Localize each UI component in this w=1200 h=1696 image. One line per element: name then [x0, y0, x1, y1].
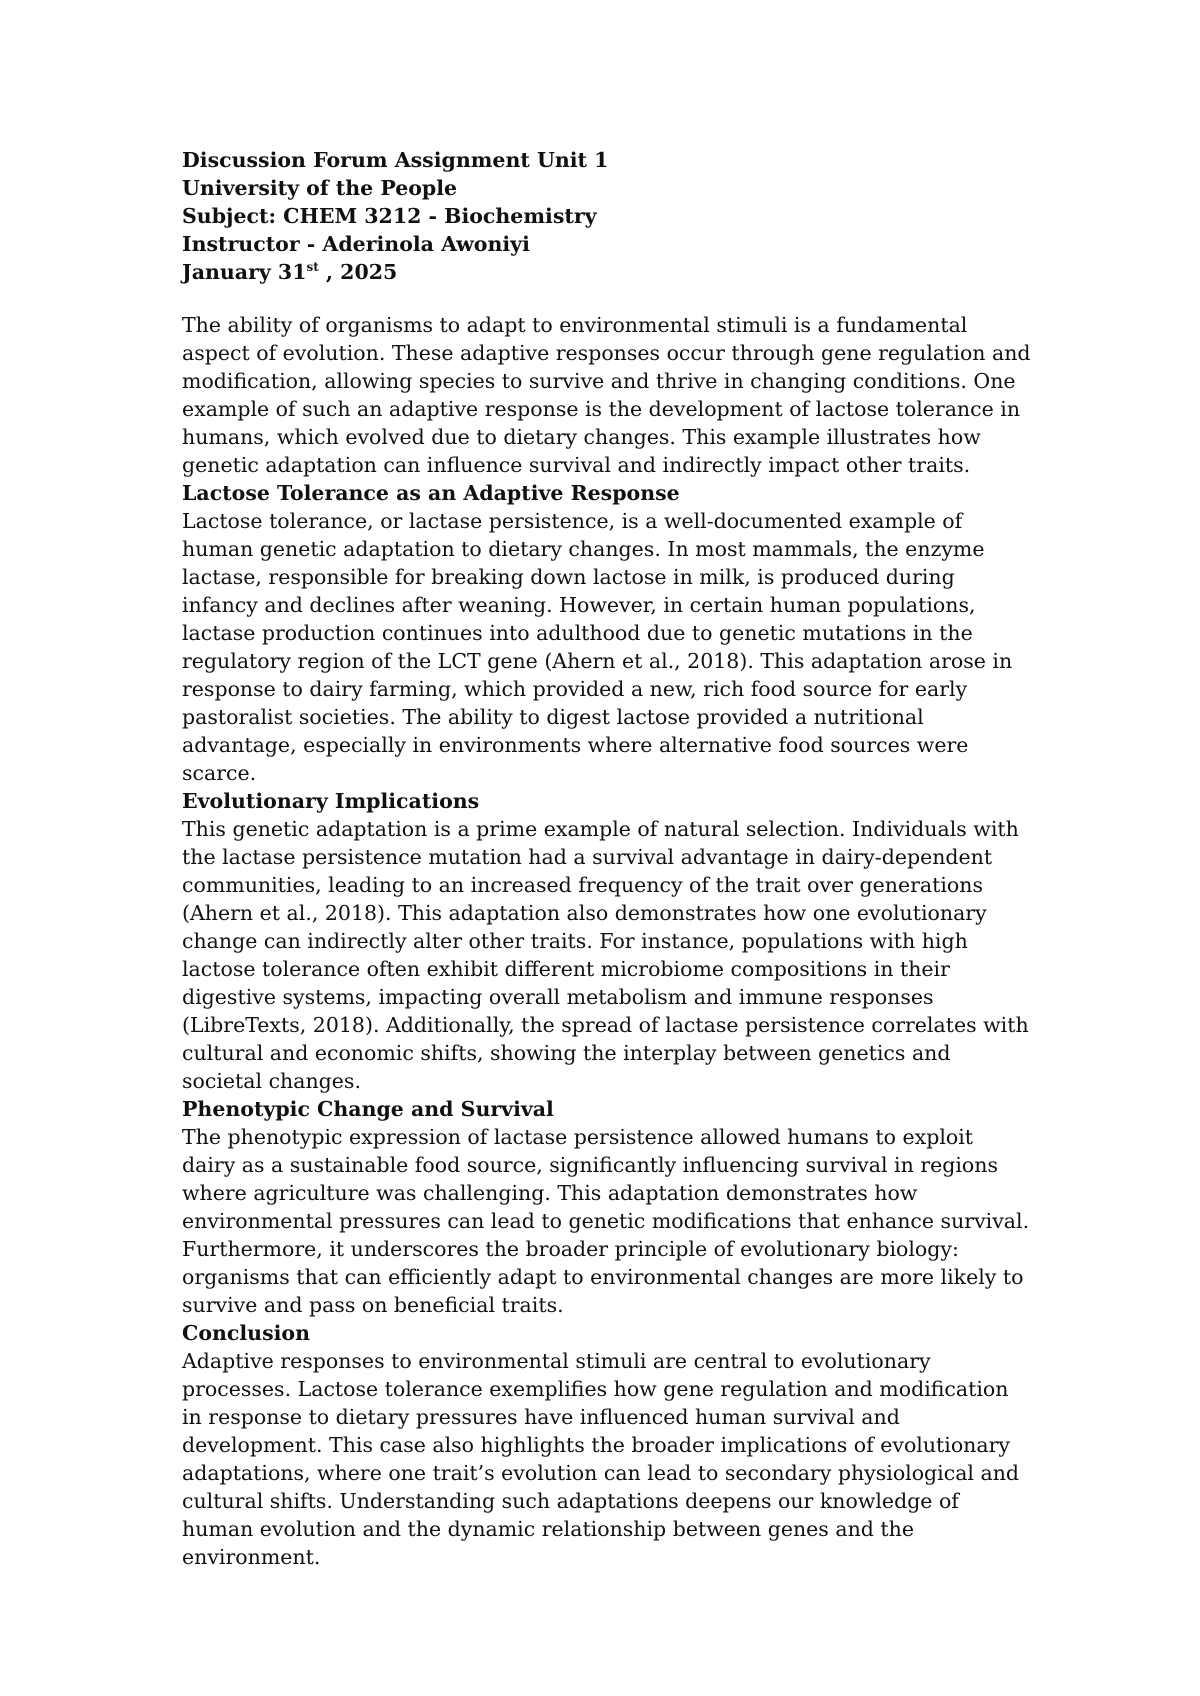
section-body: Adaptive responses to environmental stimuli are central to evolutionary processes. Lactose tolerance exemplifies how gene regulation and modification in response to dietary pressures have influenced human survival and development. This case also highlights the broader implications of evolutionary adaptations, where one trait’s evolution can lead to secondary physiological and cultural shifts. Understanding such adaptations deepens our knowledge of human evolution and the dynamic relationship between genes and the environment.: [182, 1349, 1020, 1569]
spacer: [182, 286, 1032, 311]
section-body: This genetic adaptation is a prime example of natural selection. Individuals with the lactase persistence mutation had a survival advantage in dairy-dependent communities, leading to an increased frequency of the trait over generations (Ahern et al., 2018). This adaptation also demonstrates how one evolutionary change can indirectly alter other traits. For instance, populations with high lactose tolerance often exhibit different microbiome compositions in their digestive systems, impacting overall metabolism and immune responses (LibreTexts, 2018). Additionally, the spread of lactase persistence correlates with cultural and economic shifts, showing the interplay between genetics and societal changes.: [182, 817, 1029, 1093]
section-phenotypic-change: [182, 1095, 1032, 1319]
document-page: [182, 146, 1032, 1571]
intro-paragraph: The ability of organisms to adapt to environmental stimuli is a fundamental aspect of evolution. These adaptive responses occur through gene regulation and modification, allowing species to survive and thrive in changing conditions. One example of such an adaptive response is the development of lactose tolerance in humans, which evolved due to dietary changes. This example illustrates how genetic adaptation can influence survival and indirectly impact other traits.: [182, 313, 1031, 477]
date-superscript: st: [306, 260, 319, 275]
document-header: [182, 146, 1032, 286]
section-evolutionary-implications: [182, 787, 1032, 1095]
instructor-line: Instructor - Aderinola Awoniyi: [182, 232, 530, 256]
subject-line: Subject: CHEM 3212 - Biochemistry: [182, 204, 597, 228]
section-lactose-tolerance: [182, 479, 1032, 787]
section-heading: Evolutionary Implications: [182, 789, 480, 813]
section-heading: Conclusion: [182, 1321, 310, 1345]
section-heading: Phenotypic Change and Survival: [182, 1097, 554, 1121]
section-body: Lactose tolerance, or lactase persistence, is a well-documented example of human genetic adaptation to dietary changes. In most mammals, the enzyme lactase, responsible for breaking down lactose in milk, is produced during infancy and declines after weaning. However, in certain human populations, lactase production continues into adulthood due to genetic mutations in the regulatory region of the LCT gene (Ahern et al., 2018). This adaptation arose in response to dairy farming, which provided a new, rich food source for early pastoralist societies. The ability to digest lactose provided a nutritional advantage, especially in environments where alternative food sources were scarce.: [182, 509, 1013, 785]
university-name: University of the People: [182, 176, 458, 200]
date-prefix: January 31: [182, 260, 307, 284]
date-suffix: , 2025: [318, 260, 398, 284]
assignment-title: Discussion Forum Assignment Unit 1: [182, 148, 609, 172]
date-line: [182, 258, 1032, 286]
section-heading: Lactose Tolerance as an Adaptive Response: [182, 481, 680, 505]
section-body: The phenotypic expression of lactase persistence allowed humans to exploit dairy as a sustainable food source, significantly influencing survival in regions where agriculture was challenging. This adaptation demonstrates how environmental pressures can lead to genetic modifications that enhance survival. Furthermore, it underscores the broader principle of evolutionary biology: organisms that can efficiently adapt to environmental changes are more likely to survive and pass on beneficial traits.: [182, 1125, 1030, 1317]
section-conclusion: [182, 1319, 1032, 1571]
